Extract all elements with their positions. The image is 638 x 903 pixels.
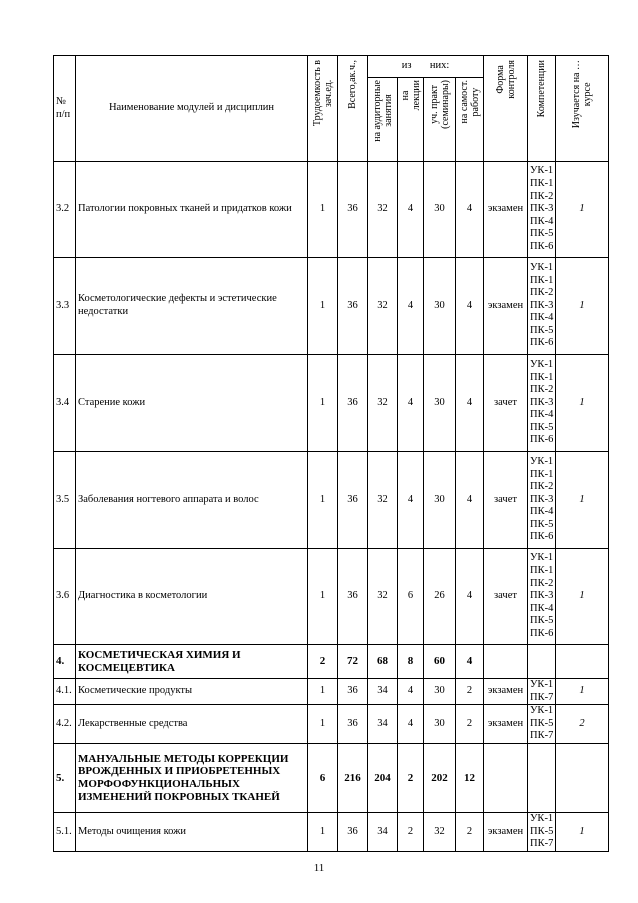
self-study-hours-cell: 4 xyxy=(456,162,484,258)
auditory-hours-cell: 32 xyxy=(368,162,398,258)
total-hours-cell: 36 xyxy=(338,812,368,851)
control-form-cell: зачет xyxy=(484,452,528,549)
competency-code: ПК-6 xyxy=(530,627,554,639)
control-form-cell: экзамен xyxy=(484,705,528,744)
header-self: на самост. работу xyxy=(456,78,484,162)
competency-code: ПК-4 xyxy=(530,409,554,421)
table-row xyxy=(54,162,609,258)
header-of-them: из них: xyxy=(368,56,484,78)
discipline-name: КОСМЕТИЧЕСКАЯ ХИМИЯ И КОСМЕЦЕВТИКА xyxy=(76,645,308,679)
practice-hours-cell: 32 xyxy=(424,812,456,851)
practice-hours-cell: 26 xyxy=(424,549,456,645)
credits-cell: 1 xyxy=(308,679,338,705)
lecture-hours-cell: 8 xyxy=(398,645,424,679)
competency-code: УК-1 xyxy=(530,552,554,564)
self-study-hours-cell: 2 xyxy=(456,705,484,744)
competency-code: УК-1 xyxy=(530,705,554,717)
total-hours-cell: 36 xyxy=(338,705,368,744)
discipline-name: МАНУАЛЬНЫЕ МЕТОДЫ КОРРЕКЦИИ ВРОЖДЕННЫХ И ПРИОБРЕТЕННЫХ МОРФОФУНКЦИОНАЛЬНЫХ ИЗМЕНЕНИЙ ПОКРОВНЫХ ТКАНЕЙ xyxy=(76,743,308,812)
header-total: Всего,ак.ч., xyxy=(338,56,368,162)
lecture-hours-cell: 2 xyxy=(398,743,424,812)
competency-code: ПК-3 xyxy=(530,590,554,602)
control-form-cell xyxy=(484,645,528,679)
table-row xyxy=(54,743,609,812)
total-hours-cell: 36 xyxy=(338,162,368,258)
competency-code: ПК-3 xyxy=(530,493,554,505)
auditory-hours-cell: 32 xyxy=(368,355,398,452)
competencies-cell xyxy=(528,355,556,452)
course-cell: 1 xyxy=(556,549,609,645)
competency-code: ПК-2 xyxy=(530,577,554,589)
competency-code: ПК-3 xyxy=(530,299,554,311)
table-row xyxy=(54,705,609,744)
practice-hours-cell: 30 xyxy=(424,162,456,258)
credits-cell: 6 xyxy=(308,743,338,812)
competency-code: ПК-5 xyxy=(530,228,554,240)
table-row xyxy=(54,645,609,679)
table-row xyxy=(54,549,609,645)
competency-code: ПК-2 xyxy=(530,481,554,493)
discipline-name: Старение кожи xyxy=(76,355,308,452)
credits-cell: 1 xyxy=(308,812,338,851)
course-cell: 1 xyxy=(556,162,609,258)
competency-code: ПК-4 xyxy=(530,312,554,324)
header-practice: уч. практ (семинары) xyxy=(424,78,456,162)
auditory-hours-cell: 68 xyxy=(368,645,398,679)
control-form-cell: экзамен xyxy=(484,679,528,705)
competency-code: ПК-4 xyxy=(530,506,554,518)
header-competencies: Компетенции xyxy=(528,56,556,162)
control-form-cell: экзамен xyxy=(484,162,528,258)
lecture-hours-cell: 2 xyxy=(398,812,424,851)
competencies-cell xyxy=(528,705,556,744)
control-form-cell: экзамен xyxy=(484,258,528,355)
table-row xyxy=(54,679,609,705)
lecture-hours-cell: 4 xyxy=(398,258,424,355)
row-number: 4.1. xyxy=(54,679,76,705)
competency-code: УК-1 xyxy=(530,165,554,177)
total-hours-cell: 36 xyxy=(338,258,368,355)
auditory-hours-cell: 34 xyxy=(368,705,398,744)
competencies-cell xyxy=(528,162,556,258)
table-row xyxy=(54,355,609,452)
total-hours-cell: 216 xyxy=(338,743,368,812)
practice-hours-cell: 30 xyxy=(424,258,456,355)
course-cell: 1 xyxy=(556,355,609,452)
competency-code: ПК-5 xyxy=(530,825,554,837)
competency-code: ПК-7 xyxy=(530,691,554,703)
competency-code: ПК-1 xyxy=(530,565,554,577)
table-row xyxy=(54,258,609,355)
row-number: 3.5 xyxy=(54,452,76,549)
credits-cell: 1 xyxy=(308,162,338,258)
competency-code: ПК-4 xyxy=(530,602,554,614)
competency-code: ПК-6 xyxy=(530,337,554,349)
competencies-cell xyxy=(528,258,556,355)
competencies-cell xyxy=(528,812,556,851)
course-cell: 1 xyxy=(556,258,609,355)
practice-hours-cell: 60 xyxy=(424,645,456,679)
competency-code: ПК-5 xyxy=(530,717,554,729)
course-cell: 1 xyxy=(556,812,609,851)
competency-code: ПК-3 xyxy=(530,396,554,408)
self-study-hours-cell: 2 xyxy=(456,812,484,851)
credits-cell: 2 xyxy=(308,645,338,679)
lecture-hours-cell: 4 xyxy=(398,452,424,549)
discipline-name: Косметические продукты xyxy=(76,679,308,705)
competency-code: УК-1 xyxy=(530,455,554,467)
header-course: Изучается на … курсе xyxy=(556,56,609,162)
course-cell: 1 xyxy=(556,452,609,549)
competency-code: ПК-5 xyxy=(530,615,554,627)
competency-code: ПК-6 xyxy=(530,240,554,252)
practice-hours-cell: 30 xyxy=(424,355,456,452)
self-study-hours-cell: 4 xyxy=(456,549,484,645)
page-number: 11 xyxy=(313,862,325,874)
row-number: 4. xyxy=(54,645,76,679)
course-cell xyxy=(556,645,609,679)
discipline-name: Методы очищения кожи xyxy=(76,812,308,851)
practice-hours-cell: 202 xyxy=(424,743,456,812)
credits-cell: 1 xyxy=(308,355,338,452)
header-num: № п/п xyxy=(54,56,76,162)
course-cell: 1 xyxy=(556,679,609,705)
discipline-name: Патологии покровных тканей и придатков кожи xyxy=(76,162,308,258)
header-name: Наименование модулей и дисциплин xyxy=(76,56,308,162)
total-hours-cell: 36 xyxy=(338,452,368,549)
competency-code: ПК-6 xyxy=(530,434,554,446)
control-form-cell: экзамен xyxy=(484,812,528,851)
auditory-hours-cell: 32 xyxy=(368,549,398,645)
competency-code: ПК-5 xyxy=(530,324,554,336)
discipline-name: Косметологические дефекты и эстетические недостатки xyxy=(76,258,308,355)
auditory-hours-cell: 32 xyxy=(368,452,398,549)
total-hours-cell: 36 xyxy=(338,355,368,452)
competency-code: ПК-3 xyxy=(530,203,554,215)
competency-code: ПК-2 xyxy=(530,190,554,202)
competency-code: ПК-1 xyxy=(530,178,554,190)
self-study-hours-cell: 4 xyxy=(456,645,484,679)
competency-code: ПК-4 xyxy=(530,215,554,227)
header-control: Форма контроля xyxy=(484,56,528,162)
row-number: 3.6 xyxy=(54,549,76,645)
lecture-hours-cell: 4 xyxy=(398,162,424,258)
row-number: 3.3 xyxy=(54,258,76,355)
competencies-cell xyxy=(528,645,556,679)
table-row xyxy=(54,452,609,549)
header-lectures: на лекции xyxy=(398,78,424,162)
row-number: 4.2. xyxy=(54,705,76,744)
competency-code: ПК-1 xyxy=(530,468,554,480)
lecture-hours-cell: 6 xyxy=(398,549,424,645)
auditory-hours-cell: 204 xyxy=(368,743,398,812)
control-form-cell xyxy=(484,743,528,812)
competency-code: ПК-1 xyxy=(530,371,554,383)
row-number: 3.4 xyxy=(54,355,76,452)
course-cell: 2 xyxy=(556,705,609,744)
competency-code: УК-1 xyxy=(530,261,554,273)
competency-code: ПК-6 xyxy=(530,531,554,543)
course-cell xyxy=(556,743,609,812)
competency-code: УК-1 xyxy=(530,358,554,370)
auditory-hours-cell: 34 xyxy=(368,679,398,705)
lecture-hours-cell: 4 xyxy=(398,355,424,452)
self-study-hours-cell: 4 xyxy=(456,452,484,549)
competency-code: ПК-7 xyxy=(530,730,554,742)
competencies-cell xyxy=(528,549,556,645)
competency-code: ПК-2 xyxy=(530,287,554,299)
self-study-hours-cell: 4 xyxy=(456,355,484,452)
competency-code: ПК-2 xyxy=(530,384,554,396)
credits-cell: 1 xyxy=(308,258,338,355)
table-row xyxy=(54,812,609,851)
lecture-hours-cell: 4 xyxy=(398,679,424,705)
competencies-cell xyxy=(528,679,556,705)
competencies-cell xyxy=(528,452,556,549)
competency-code: ПК-5 xyxy=(530,421,554,433)
practice-hours-cell: 30 xyxy=(424,452,456,549)
credits-cell: 1 xyxy=(308,705,338,744)
auditory-hours-cell: 32 xyxy=(368,258,398,355)
self-study-hours-cell: 2 xyxy=(456,679,484,705)
practice-hours-cell: 30 xyxy=(424,705,456,744)
total-hours-cell: 36 xyxy=(338,679,368,705)
competency-code: УК-1 xyxy=(530,679,554,690)
discipline-name: Диагностика в косметологии xyxy=(76,549,308,645)
competencies-cell xyxy=(528,743,556,812)
header-credits: Трудоемкость в зач.ед. xyxy=(308,56,338,162)
control-form-cell: зачет xyxy=(484,355,528,452)
row-number: 5. xyxy=(54,743,76,812)
practice-hours-cell: 30 xyxy=(424,679,456,705)
row-number: 5.1. xyxy=(54,812,76,851)
competency-code: ПК-1 xyxy=(530,274,554,286)
auditory-hours-cell: 34 xyxy=(368,812,398,851)
control-form-cell: зачет xyxy=(484,549,528,645)
competency-code: ПК-7 xyxy=(530,838,554,850)
credits-cell: 1 xyxy=(308,452,338,549)
lecture-hours-cell: 4 xyxy=(398,705,424,744)
competency-code: ПК-5 xyxy=(530,518,554,530)
competency-code: УК-1 xyxy=(530,812,554,824)
header-auditory: на аудиторные занятия xyxy=(368,78,398,162)
row-number: 3.2 xyxy=(54,162,76,258)
self-study-hours-cell: 4 xyxy=(456,258,484,355)
total-hours-cell: 72 xyxy=(338,645,368,679)
credits-cell: 1 xyxy=(308,549,338,645)
discipline-name: Лекарственные средства xyxy=(76,705,308,744)
curriculum-table xyxy=(53,55,609,852)
total-hours-cell: 36 xyxy=(338,549,368,645)
discipline-name: Заболевания ногтевого аппарата и волос xyxy=(76,452,308,549)
self-study-hours-cell: 12 xyxy=(456,743,484,812)
